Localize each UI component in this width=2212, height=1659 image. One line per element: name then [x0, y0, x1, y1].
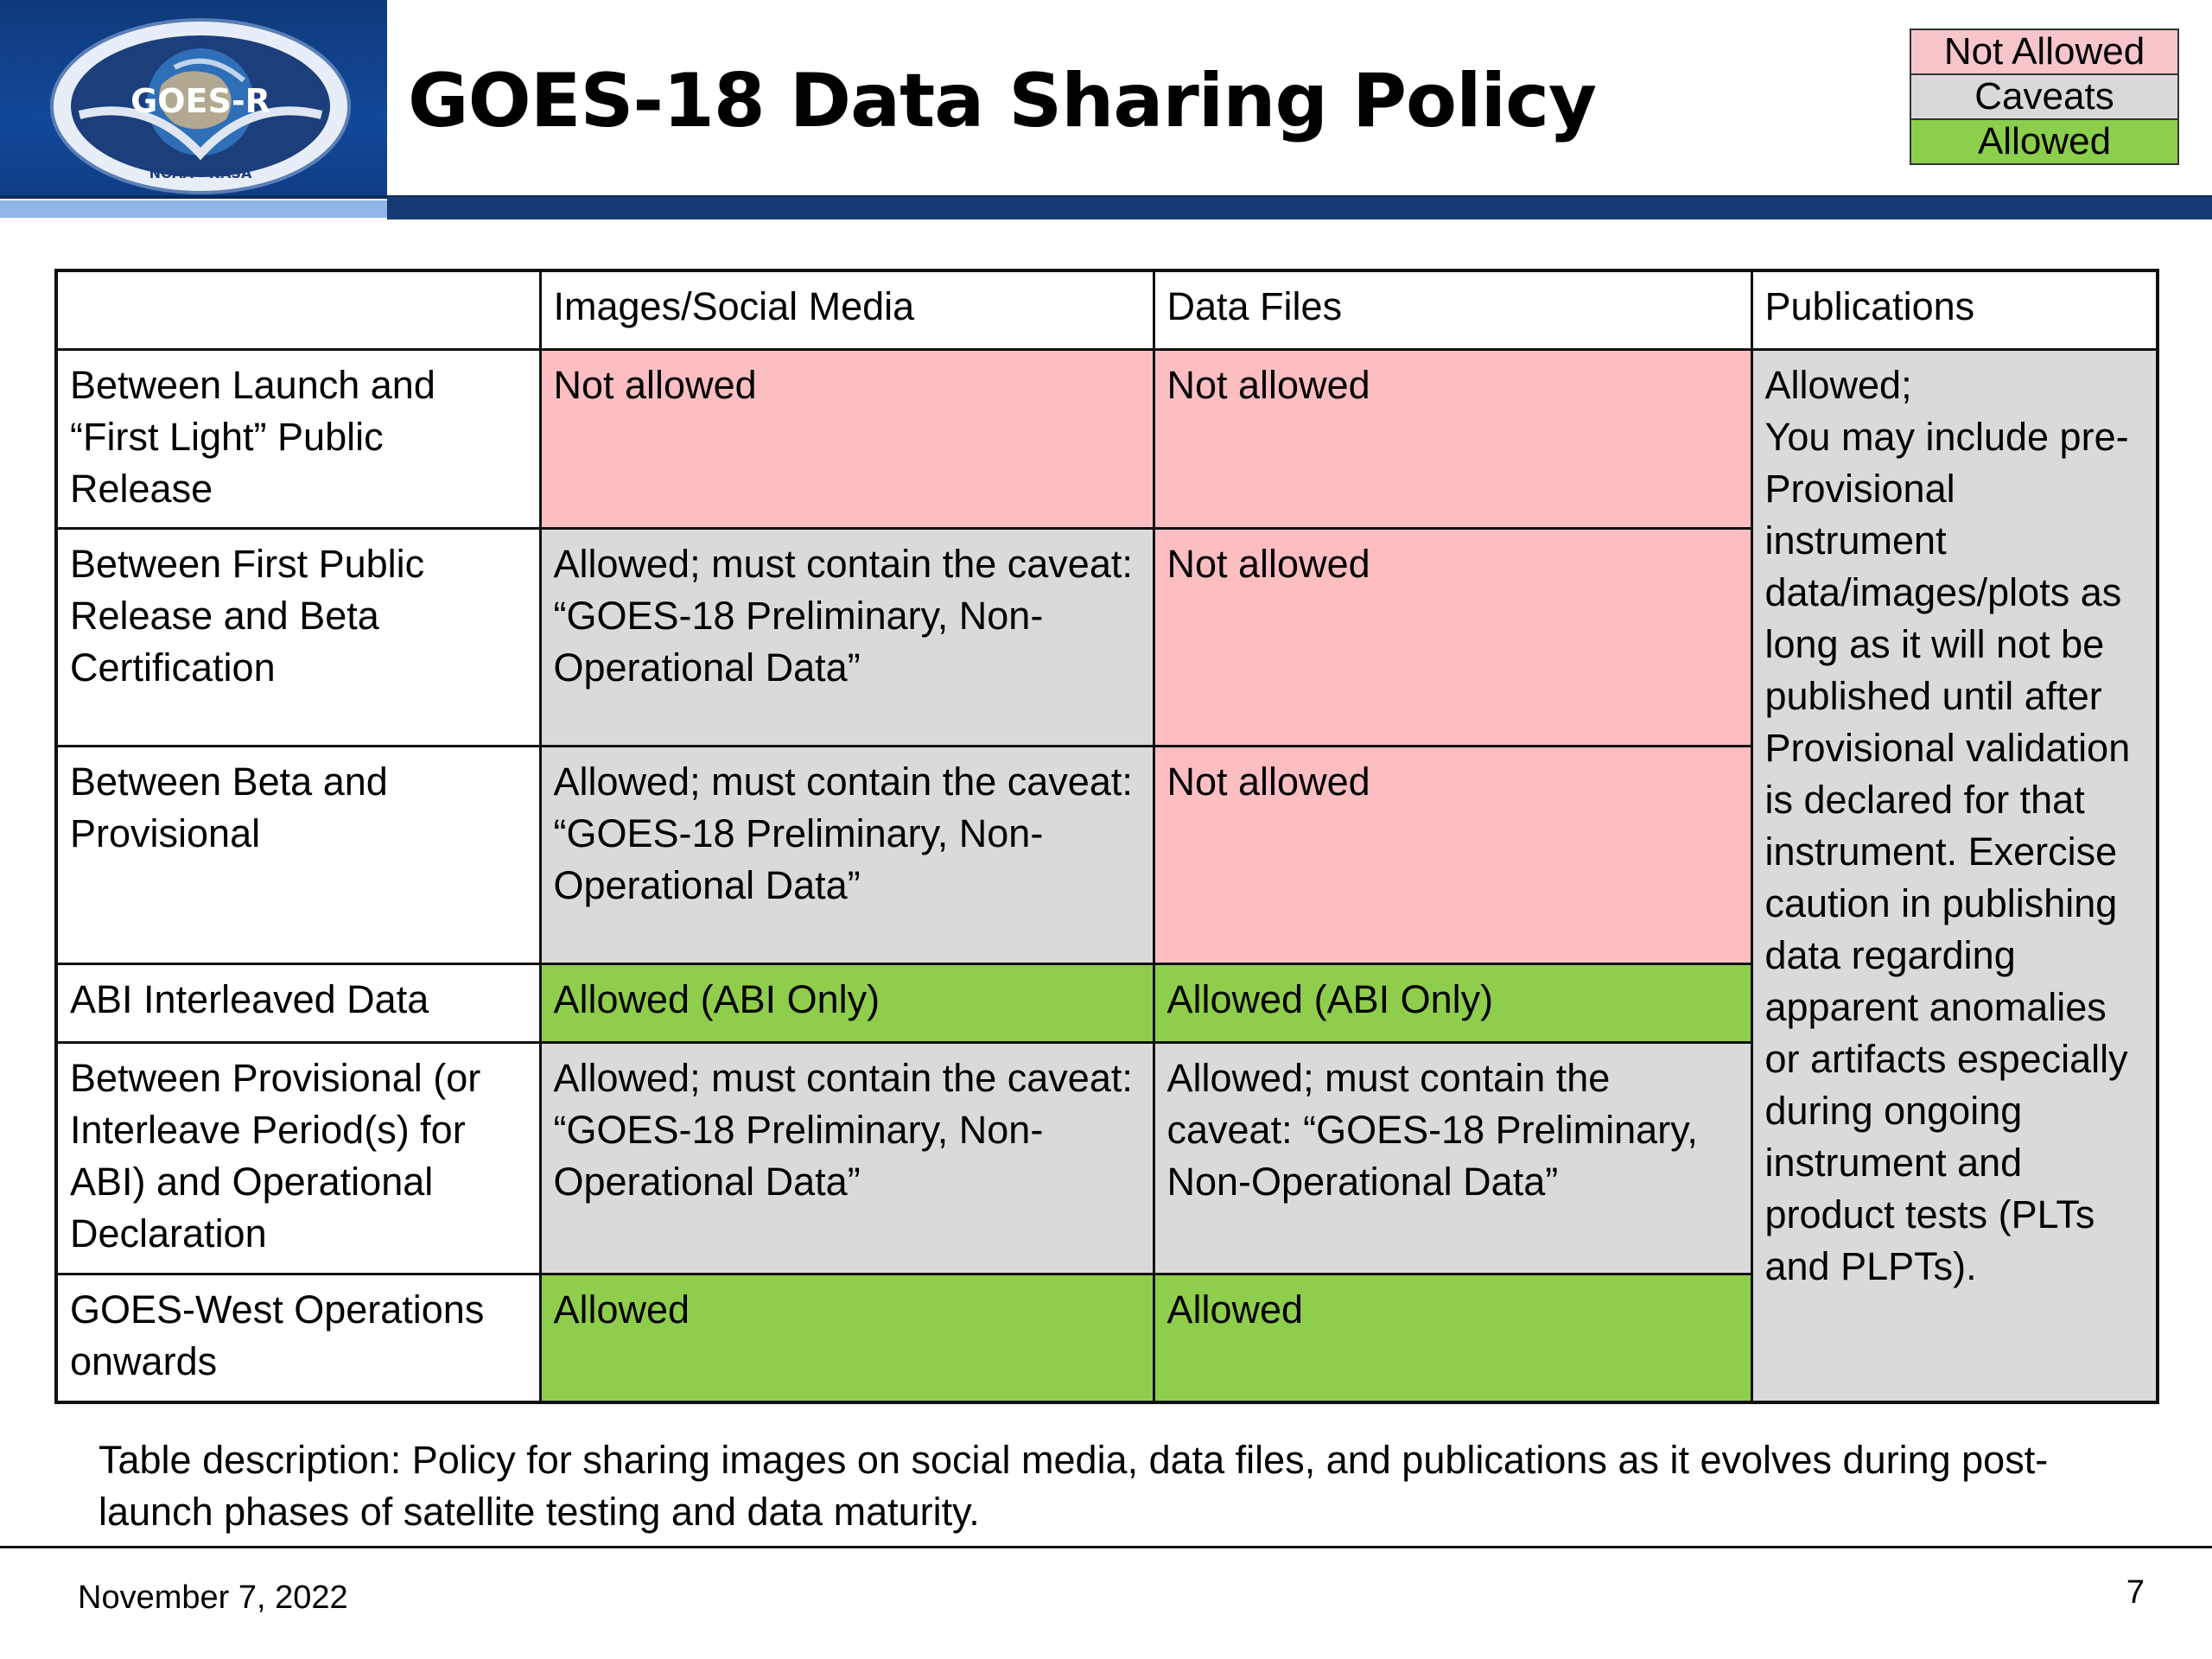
page-number: 7 — [2126, 1574, 2145, 1611]
footer-date: November 7, 2022 — [78, 1580, 348, 1616]
goes-r-logo-panel — [0, 0, 387, 199]
logo-bottom-text: NOAA - NASA — [149, 165, 252, 181]
publications-cell — [1751, 349, 2158, 1402]
legend-allowed: Allowed — [1911, 120, 2177, 163]
legend — [1910, 29, 2179, 165]
images-cell: Allowed; must contain the caveat: “GOES-18 Preliminary, Non-Operational Data” — [540, 746, 1154, 963]
phase-cell: Between Launch and “First Light” Public Release — [56, 349, 540, 528]
data-files-cell: Not allowed — [1154, 528, 1751, 746]
table-row — [56, 349, 2158, 528]
images-cell: Allowed; must contain the caveat: “GOES-18 Preliminary, Non-Operational Data” — [540, 1042, 1154, 1274]
policy-table — [54, 269, 2159, 1404]
table-description: Table description: Policy for sharing images on social media, data files, and publications as it evolves during post-launch phases of satellite testing and data maturity. — [99, 1438, 2049, 1534]
phase-cell: ABI Interleaved Data — [56, 963, 540, 1042]
data-files-cell: Allowed (ABI Only) — [1154, 963, 1751, 1042]
phase-cell: Between Beta and Provisional — [56, 746, 540, 963]
page-title: GOES-18 Data Sharing Policy — [408, 58, 1597, 144]
images-cell: Allowed — [540, 1274, 1154, 1402]
legend-not-allowed: Not Allowed — [1911, 30, 2177, 75]
legend-caveats: Caveats — [1911, 75, 2177, 120]
logo-center-text: GOES-R — [130, 82, 270, 120]
phase-cell: GOES-West Operations onwards — [56, 1274, 540, 1402]
data-files-cell: Allowed; must contain the caveat: “GOES-18 Preliminary, Non-Operational Data” — [1154, 1042, 1751, 1274]
phase-cell: Between Provisional (or Interleave Period(s) for ABI) and Operational Declaration — [56, 1042, 540, 1274]
data-files-cell: Allowed — [1154, 1274, 1751, 1402]
data-files-cell: Not allowed — [1154, 746, 1751, 963]
data-files-cell: Not allowed — [1154, 349, 1751, 528]
images-cell: Not allowed — [540, 349, 1154, 528]
header-cell-images: Images/Social Media — [540, 270, 1154, 349]
header-cell-empty — [56, 270, 540, 349]
footer-rule — [0, 1546, 2212, 1548]
table-header-row — [56, 270, 2158, 349]
images-cell: Allowed (ABI Only) — [540, 963, 1154, 1042]
header-accent-bar — [0, 200, 387, 218]
goes-r-logo — [45, 16, 356, 197]
publications-detail: You may include pre-Provisional instrument data/images/plots as long as it will not be published until after Provisional validation is declared for that instrument. Exercise caution in publishing data regarding apparent anomalies or artifacts especially during ongoing instrument and product tests (PLTs and PLPTs). — [1764, 414, 2131, 1288]
header-bar — [387, 197, 2212, 219]
header-cell-publications: Publications — [1751, 270, 2158, 349]
images-cell: Allowed; must contain the caveat: “GOES-18 Preliminary, Non-Operational Data” — [540, 528, 1154, 746]
publications-status: Allowed; — [1764, 362, 1912, 407]
header-cell-data-files: Data Files — [1154, 270, 1751, 349]
phase-cell: Between First Public Release and Beta Certification — [56, 528, 540, 746]
